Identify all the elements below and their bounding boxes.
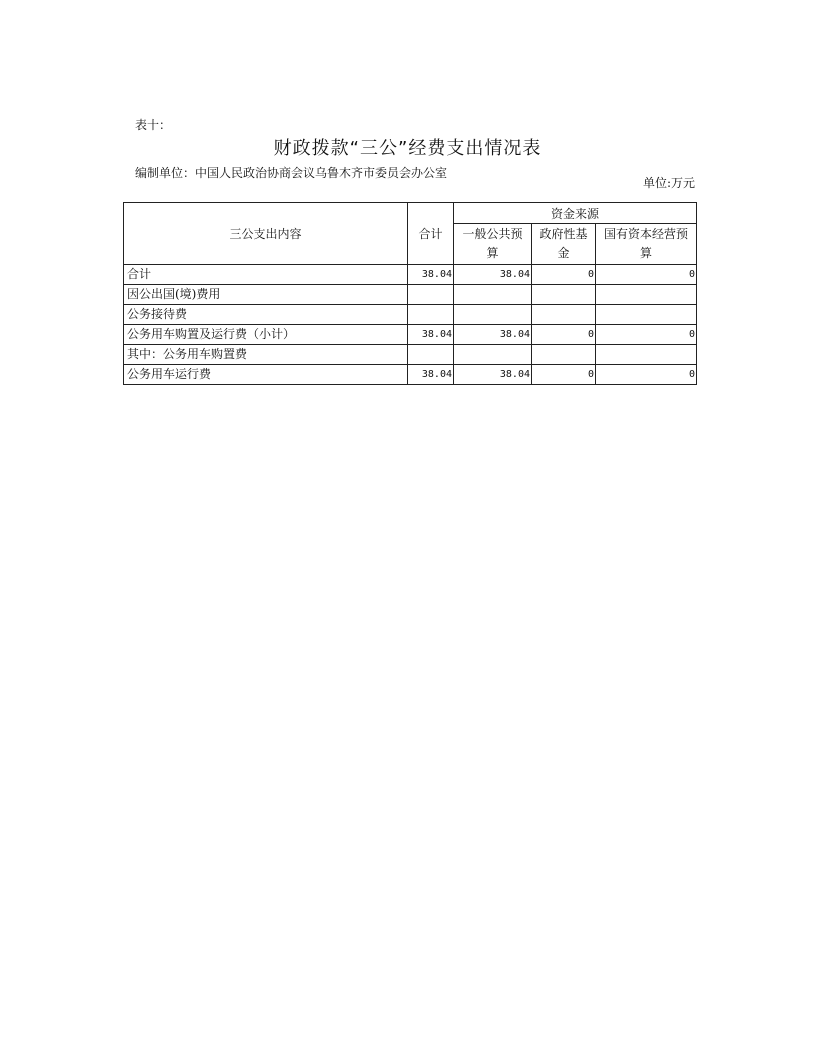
row-total-cell	[408, 305, 454, 325]
row-total-cell: 38.04	[408, 325, 454, 345]
table-body	[124, 265, 697, 385]
row-state-capital-cell	[596, 285, 697, 305]
header-funding-source: 资金来源	[454, 203, 697, 224]
header-state-capital-budget: 国有资本经营预算	[596, 224, 697, 265]
compiling-unit: 编制单位：中国人民政治协商会议乌鲁木齐市委员会办公室	[135, 166, 448, 180]
table-row	[124, 345, 697, 365]
table-row	[124, 305, 697, 325]
row-state-capital-cell: 0	[596, 265, 697, 285]
header-general-budget: 一般公共预算	[454, 224, 532, 265]
table-row	[124, 365, 697, 385]
table-caption: 表十：	[135, 118, 172, 132]
row-label-cell: 合计	[124, 265, 408, 285]
table-row	[124, 325, 697, 345]
table-row	[124, 265, 697, 285]
row-total-cell: 38.04	[408, 265, 454, 285]
row-government-fund-cell: 0	[532, 365, 596, 385]
row-general-budget-cell	[454, 305, 532, 325]
row-state-capital-cell	[596, 305, 697, 325]
header-government-fund: 政府性基金	[532, 224, 596, 265]
row-state-capital-cell	[596, 345, 697, 365]
row-general-budget-cell: 38.04	[454, 265, 532, 285]
row-general-budget-cell: 38.04	[454, 325, 532, 345]
three-public-expenses-table	[123, 202, 697, 385]
row-total-cell	[408, 345, 454, 365]
row-government-fund-cell	[532, 345, 596, 365]
row-total-cell	[408, 285, 454, 305]
row-state-capital-cell: 0	[596, 325, 697, 345]
row-government-fund-cell: 0	[532, 265, 596, 285]
row-general-budget-cell	[454, 285, 532, 305]
table-row	[124, 285, 697, 305]
row-government-fund-cell	[532, 285, 596, 305]
row-label-cell: 公务接待费	[124, 305, 408, 325]
row-label-cell: 公务用车购置及运行费（小计）	[124, 325, 408, 345]
header-content: 三公支出内容	[124, 203, 408, 265]
row-general-budget-cell: 38.04	[454, 365, 532, 385]
row-government-fund-cell: 0	[532, 325, 596, 345]
row-state-capital-cell: 0	[596, 365, 697, 385]
unit-of-measure: 单位:万元	[642, 176, 695, 190]
header-total: 合计	[408, 203, 454, 265]
row-label-cell: 其中：公务用车购置费	[124, 345, 408, 365]
row-general-budget-cell	[454, 345, 532, 365]
page-title: 财政拨款“三公”经费支出情况表	[273, 138, 542, 159]
row-label-cell: 公务用车运行费	[124, 365, 408, 385]
row-government-fund-cell	[532, 305, 596, 325]
row-total-cell: 38.04	[408, 365, 454, 385]
row-label-cell: 因公出国(境)费用	[124, 285, 408, 305]
